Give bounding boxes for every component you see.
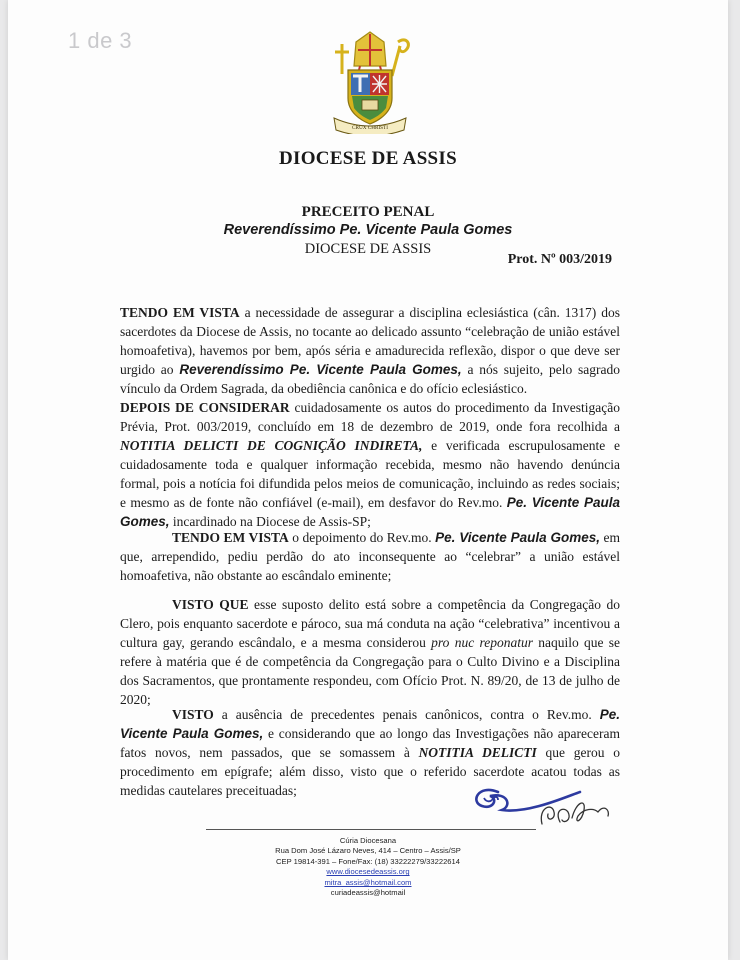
footer-website-link[interactable]: www.diocesedeassis.org: [326, 867, 410, 877]
document-title-block: [8, 203, 728, 258]
paragraph-text: naquilo que se refere à matéria que é de competência da Congregação para o Culto Divino e a Disciplina dos Sacramentos, que prontamente respondeu, com Ofício Prot. N. 89/20, de 13 de julho de 2020;: [120, 635, 621, 707]
paragraph-lead: TENDO EM VISTA: [172, 530, 289, 545]
footer-office: Cúria Diocesana: [339, 836, 397, 845]
paragraph-text: e verificada escrupulosamente e cuidadosamente toda e qualquer informação recebida, mesmo não havendo denúncia formal, pois a notícia foi difundida pelos meios de comunicação, incluindo as redes sociais; e mesmo as de fonte não confiável (e-mail), em desfavor do Rev.mo.: [120, 438, 620, 510]
paragraph-text: cuidadosamente os autos do procedimento da Investigação Prévia, Prot. 003/2019, concluído em 18 de dezembro de 2019, onde fora recolhida a: [120, 400, 620, 434]
footer-contact: [8, 836, 728, 898]
latin-phrase: pro nuc reponatur: [431, 635, 533, 650]
paragraph-text: em que, arrependido, pediu perdão do ato inconsequente ao “celebrar” a união estável homoafetiva, não obstante ao escândalo eminente;: [120, 530, 620, 583]
paragraph-text: e considerando que ao longo das Investigações não apareceram fatos novos, nem passados, que se somassem à: [120, 726, 620, 760]
paragraph-1: [120, 303, 620, 398]
footer-email-link[interactable]: mitra_assis@hotmail.com: [324, 877, 412, 887]
document-page: [8, 0, 728, 960]
svg-text:CRUX CHRISTI: CRUX CHRISTI: [352, 125, 388, 131]
paragraph-lead: VISTO QUE: [172, 597, 249, 612]
document-subtitle: DIOCESE DE ASSIS: [304, 241, 432, 257]
document-title: PRECEITO PENAL: [301, 204, 435, 220]
paragraph-text: a nós sujeito, pelo sagrado vínculo da Ordem Sagrada, da obediência canônica e do ofício eclesiástico.: [120, 362, 620, 396]
diocese-heading: DIOCESE DE ASSIS: [279, 148, 457, 169]
paragraph-text: incardinado na Diocese de Assis-SP;: [169, 514, 371, 529]
paragraph-text: a necessidade de assegurar a disciplina eclesiástica (cân. 1317) dos sacerdotes da Diocese de Assis, no tocante ao delicado assunto “celebração de união estável homoafetiva), havemos por bem, após séria e amadurecida reflexão, dispor o que deve ser urgido ao: [120, 305, 620, 377]
footer-phone: CEP 19814-391 – Fone/Fax: (18) 33222279/33222614: [276, 856, 460, 866]
footer-divider: [206, 829, 536, 830]
document-subject: Reverendíssimo Pe. Vicente Paula Gomes: [223, 222, 513, 238]
protocol-number: Prot. Nº 003/2019: [507, 252, 612, 267]
footer-email: curiadeassis@hotmail: [330, 888, 406, 898]
diocese-coat-of-arms: [320, 26, 420, 134]
paragraph-3: [120, 528, 620, 585]
paragraph-lead: DEPOIS DE CONSIDERAR: [120, 400, 290, 415]
paragraph-4: [120, 595, 620, 709]
paragraph-text: o depoimento do Rev.mo.: [288, 530, 436, 545]
priest-name: Pe. Vicente Paula Gomes,: [435, 530, 601, 545]
priest-name: Reverendíssimo Pe. Vicente Paula Gomes,: [179, 362, 462, 377]
paragraph-lead: TENDO EM VISTA: [120, 305, 240, 320]
notitia-term: NOTITIA DELICTI DE COGNIÇÃO INDIRETA,: [120, 438, 423, 453]
paragraph-text: esse suposto delito está sobre a competência da Congregação do Clero, pois enquanto sacerdote e pároco, sua má conduta na ação “celebrativa” incentivou a cultura gay, gerando escândalo, e a mesma considerou: [120, 597, 621, 650]
paragraph-2: [120, 398, 620, 531]
priest-name: Pe. Vicente Paula Gomes,: [120, 707, 620, 741]
notitia-term: NOTITIA DELICTI: [418, 745, 537, 760]
paragraph-text: a ausência de precedentes penais canônicos, contra o Rev.mo.: [213, 707, 600, 722]
paragraph-text: que gerou o procedimento em epígrafe; além disso, visto que o referido sacerdote acatou todas as medidas cautelares preceituadas;: [120, 745, 620, 798]
handwritten-initials: [468, 762, 638, 838]
page-indicator: 1 de 3: [68, 28, 133, 53]
paragraph-lead: VISTO: [172, 707, 214, 722]
priest-name: Pe. Vicente Paula Gomes,: [120, 495, 620, 529]
footer-address: Rua Dom José Lázaro Neves, 414 – Centro – Assis/SP: [275, 846, 461, 856]
